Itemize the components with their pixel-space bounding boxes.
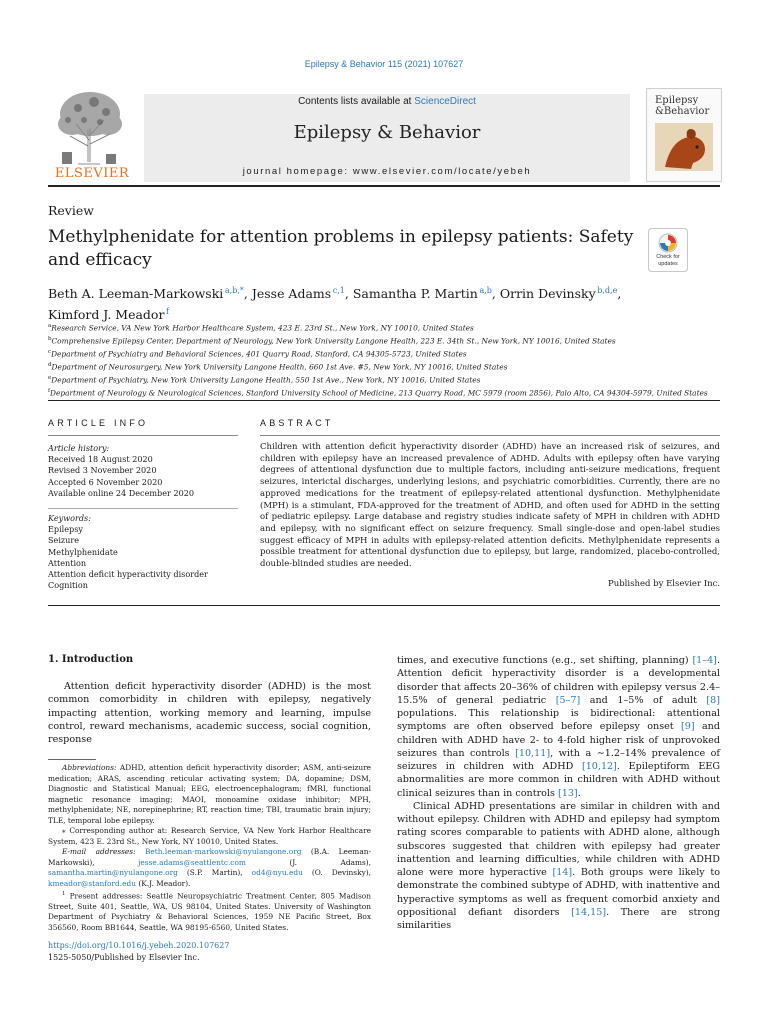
history-item: Revised 3 November 2020 (48, 465, 157, 476)
abbreviations-text: ADHD, attention deficit hyperactivity disorder; ASM, anti-seizure medication; ARAS, ascending reticular activating system; DA, dopamine; DSM, Diagnostic and Statistical Manual; EEG, electroencephalogram; fMRI, functional magnetic resonance imaging; MAOI, monoamine oxidase inhibitor; MPH, methylphenidate; NE, norepinephrine; RT, reaction time; TBI, traumatic brain injury; TLE, temporal lobe epilepsy. (48, 763, 371, 825)
homepage-url[interactable]: www.elsevier.com/locate/yebeh (352, 166, 532, 177)
journal-cover-thumbnail[interactable] (646, 88, 722, 182)
email-link[interactable]: jesse.adams@seattlentc.com (138, 857, 246, 867)
affiliation-item (48, 360, 728, 373)
abstract-published-by: Published by Elsevier Inc. (608, 579, 720, 589)
author-name[interactable]: Kimford J. Meador (48, 307, 165, 323)
intro-right-column (397, 654, 720, 932)
intro-left-paragraph: Attention deficit hyperactivity disorder (ADHD) is the most common comorbidity in children with epilepsy, negatively impacting attention, working memory and learning, impulse control, reward mechanisms, academic success, social cognition, response (48, 681, 371, 746)
intro-right-paragraph-1 (397, 654, 720, 800)
header-rule (48, 185, 720, 187)
email-link[interactable]: Beth.leeman-markowski@nyulangone.org (145, 847, 302, 856)
affiliation-item (48, 386, 728, 399)
affiliation-label: b (48, 336, 52, 343)
article-info-heading: ARTICLE INFO (48, 418, 149, 428)
doi-link[interactable]: https://doi.org/10.1016/j.yebeh.2020.107627 (48, 941, 230, 950)
keywords-block (48, 513, 248, 591)
affiliation-text: Department of Psychiatry, New York University Langone Health, 550 1st Ave., New York, NY 10016, United States (51, 375, 481, 385)
paragraph-text: Clinical ADHD presentations are similar in children with and without epilepsy. Children with ADHD and epilepsy had symptom rating scores comparable to patients with ADHD alone, although subscores suggested that children with epilepsy had greater inattention and learning difficulties, while children with ADHD alone were more hyperactive (397, 800, 720, 878)
article-info-heading-rule (48, 435, 238, 436)
paragraph-text: and 1–5% of adult (580, 694, 707, 706)
issn-line: 1525-5050/Published by Elsevier Inc. (48, 953, 200, 962)
author-affiliation-marks[interactable]: a,b,* (223, 286, 244, 295)
paragraph-text: . There are strong similarities (397, 906, 720, 931)
journal-title: Epilepsy & Behavior (293, 122, 481, 143)
footnote-emails (48, 847, 371, 889)
history-label: Article history: (48, 443, 110, 453)
footnote-rule (48, 759, 96, 760)
affiliation-list (48, 321, 728, 399)
paragraph-text: and children with ADHD have 2- to 4-fold higher risk of unprovoked seizures than controls (397, 721, 721, 759)
author-name[interactable]: Samantha P. Martin (352, 286, 478, 302)
contents-line (144, 96, 630, 107)
check-updates-label: Check for updates (656, 254, 680, 267)
journal-homepage (144, 166, 630, 177)
affiliation-item (48, 347, 728, 360)
footnote-abbreviations (48, 763, 371, 826)
header-center-panel (144, 94, 630, 182)
email-owner: (J. Adams), (245, 857, 372, 867)
affiliation-item (48, 321, 728, 334)
footnote-present-address (48, 889, 371, 933)
article-type: Review (48, 203, 94, 218)
affiliation-label: e (48, 375, 52, 382)
affiliation-item (48, 373, 728, 386)
homepage-prefix: journal homepage: (242, 166, 353, 177)
author-separator: , (617, 286, 622, 302)
present-address-mark: 1 (62, 891, 66, 897)
email-link[interactable]: kmeador@stanford.edu (48, 878, 136, 888)
paragraph-text: . Both groups were likely to demonstrate the combined subtype of ADHD, with inattentive and hyperactive symptoms as well as frequent comorbid anxiety and oppositional defiant disorders (397, 867, 720, 918)
affiliation-label: a (48, 323, 52, 329)
article-history (48, 443, 248, 499)
keyword-item: Methylphenidate (48, 546, 118, 557)
abstract-heading-rule (260, 435, 720, 436)
citation-link[interactable]: [14,15] (571, 906, 607, 918)
affiliation-text: Comprehensive Epilepsy Center, Department of Neurology, New York University Langone Health, 223 E. 34th St., New York, NY 10016, United States (51, 336, 616, 346)
affiliation-item (48, 334, 728, 347)
keyword-item: Attention (48, 557, 87, 568)
author-affiliation-marks[interactable]: a,b (477, 286, 492, 295)
affiliation-text: Department of Neurology & Neurological Sciences, Stanford University School of Medicine, 213 Quarry Road, MC 5979 (room 2856), Palo Alto, CA 94304-5979, United States (50, 388, 708, 398)
citation-link[interactable]: [10,11] (515, 747, 551, 759)
email-owner: (K.J. Meador). (135, 878, 191, 888)
intro-right-paragraph-2 (397, 800, 720, 933)
email-link[interactable]: od4@nyu.edu (251, 868, 303, 877)
citation-link[interactable]: [13] (557, 787, 578, 799)
author-list (48, 282, 688, 324)
email-link[interactable]: samantha.martin@nyulangone.org (48, 868, 178, 877)
author-affiliation-marks[interactable]: b,d,e (595, 286, 618, 295)
abstract-heading: ABSTRACT (260, 418, 334, 428)
keywords-rule (48, 508, 238, 509)
paragraph-text: . Attention deficit hyperactivity disorder is a developmental disorder that affects 20–36% of children with epilepsy versus 2.4–15.5% of general pediatric (397, 655, 720, 706)
author-separator: , (243, 286, 252, 302)
affiliation-label: c (48, 349, 52, 356)
citation-link[interactable]: [14] (552, 867, 573, 878)
cover-title-line1: Epilepsy (655, 95, 699, 106)
paragraph-text: , with a ∼1.2–14% prevalence of seizures in children with ADHD (397, 747, 720, 772)
affiliation-text: Department of Neurosurgery, New York University Langone Health, 660 1st Ave. #5, New York, NY 10016, United States (51, 362, 508, 372)
footnotes (48, 763, 371, 933)
keyword-item: Cognition (48, 580, 88, 591)
history-item: Available online 24 December 2020 (48, 487, 195, 498)
email-owner: (S.P. Martin), (177, 868, 252, 877)
author-name[interactable]: Beth A. Leeman-Markowski (48, 286, 224, 302)
footnote-corresponding (48, 826, 371, 847)
citation-link[interactable]: [1–4] (692, 655, 717, 666)
keyword-item: Attention deficit hyperactivity disorder (48, 569, 208, 580)
citation-link[interactable]: [9] (681, 721, 695, 733)
citation-link[interactable]: [10,12] (581, 761, 617, 772)
check-for-updates-badge[interactable] (648, 228, 688, 272)
paragraph-text: . Epileptiform EEG abnormalities are more common in children with ADHD without clinical seizures than in controls (397, 761, 720, 799)
article-info-top-rule (48, 400, 720, 401)
present-address-text: Present addresses: Seattle Neuropsychiatric Treatment Center, 805 Madison Street, Suite 401, Seattle, WA, US 98104, United States. University of Washington Department of Psychiatry & Behavioral Sciences, 1959 NE Pacific Street, Box 356560, Room BB1644, Seattle, WA 98195-6560, United States. (48, 891, 371, 932)
email-owner: (B.A. Leeman-Markowski), (48, 847, 371, 867)
paragraph-text: . (577, 787, 581, 799)
abstract-text: Children with attention deficit hyperactivity disorder (ADHD) have an increased risk of seizures, and children with epilepsy have an increased prevalence of ADHD. Adults with epilepsy often have varying degrees of attentional dysfunction due to multiple factors, including anti-seizure medications, frequent seizures, interictal discharges, underlying lesions, and psychiatric comorbidities. Currently, there are no approved medications for the treatment of epilepsy-related attentional dysfunction. Methylphenidate (MPH) is a stimulant, FDA-approved for the treatment of ADHD, and often used for ADHD in the setting of pediatric epilepsy. Large database and registry studies indicate safety of MPH in children with ADHD and epilepsy, with no significant effect on seizure frequency. Small single-dose and open-label studies suggest efficacy of MPH in adults with epilepsy-related attention deficits. Methylphenidate represents a possible treatment for attentional dysfunction due to epilepsy, but large, randomized, placebo-controlled, double-blinded studies are needed. (260, 442, 720, 570)
abstract-bottom-rule (48, 605, 720, 606)
section-heading-introduction: 1. Introduction (48, 654, 134, 665)
keyword-item: Seizure (48, 535, 80, 546)
citation-link[interactable]: [5–7] (555, 694, 581, 706)
keywords-label: Keywords: (48, 513, 91, 523)
publisher-name: ELSEVIER (54, 166, 130, 181)
keyword-items (48, 524, 248, 591)
history-item: Received 18 August 2020 (48, 454, 153, 465)
paragraph-text: times, and executive functions (e.g., set shifting, planning) (397, 655, 693, 666)
email-owner: (O. Devinsky), (302, 868, 371, 877)
affiliation-text: Research Service, VA New York Harbor Healthcare System, 423 E. 23rd St., New York, NY 10010, United States (51, 323, 474, 333)
contents-prefix: Contents lists available at (298, 96, 415, 107)
affiliation-label: f (48, 388, 51, 395)
corresponding-mark: ⁎ (62, 826, 66, 835)
sciencedirect-link[interactable]: ScienceDirect (414, 96, 476, 107)
history-items (48, 454, 248, 499)
corresponding-text: Corresponding author at: Research Service, VA New York Harbor Healthcare System, 423 E. 23rd St., New York, NY 10010, United States. (48, 826, 371, 846)
abbreviations-label: Abbreviations: (62, 763, 117, 772)
author-separator: , (491, 286, 500, 302)
journal-reference[interactable]: Epilepsy & Behavior 115 (2021) 107627 (304, 59, 464, 69)
cover-dog-image (655, 123, 713, 171)
check-updates-icon (658, 232, 678, 254)
author-affiliation-marks[interactable]: f (164, 307, 169, 317)
citation-link[interactable]: [8] (706, 694, 721, 706)
article-title: Methylphenidate for attention problems in epilepsy patients: Safety and efficacy (48, 227, 634, 270)
history-item: Accepted 6 November 2020 (48, 476, 163, 487)
keyword-item: Epilepsy (48, 524, 83, 535)
author-name[interactable]: Jesse Adams (251, 286, 332, 302)
cover-title-line2: &Behavior (655, 106, 710, 117)
author-separator: , (344, 286, 353, 302)
journal-header (48, 80, 720, 186)
email-label: E-mail addresses: (62, 847, 136, 856)
affiliation-label: d (48, 362, 52, 369)
paragraph-text: populations. This relationship is bidirectional: attentional symptoms are often observed before epilepsy onset (397, 708, 720, 733)
affiliation-text: Department of Psychiatry and Behavioral Sciences, 401 Quarry Road, Stanford, CA 94305-5723, United States (51, 349, 467, 359)
elsevier-logo (48, 80, 136, 184)
author-affiliation-marks[interactable]: c,1 (331, 286, 345, 295)
author-name[interactable]: Orrin Devinsky (499, 286, 596, 302)
